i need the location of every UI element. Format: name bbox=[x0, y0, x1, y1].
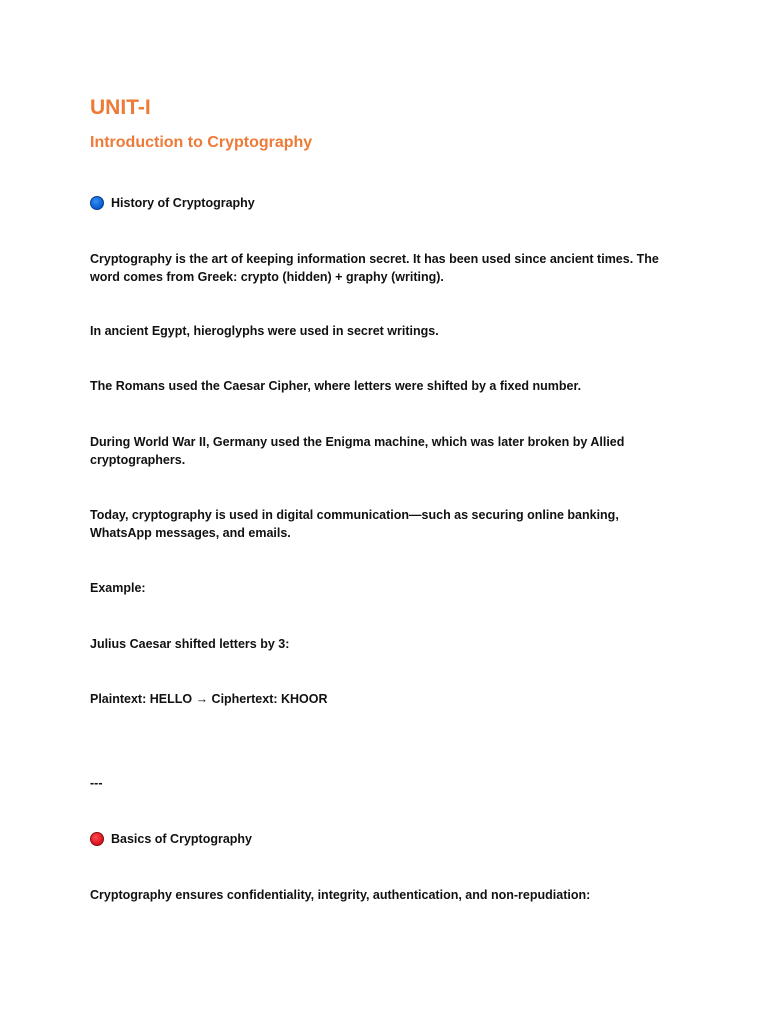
section-heading-history bbox=[90, 195, 680, 211]
unit-title: UNIT-I bbox=[90, 96, 151, 119]
red-circle-icon bbox=[90, 832, 104, 846]
section-separator: --- bbox=[90, 776, 103, 790]
section-heading-basics bbox=[90, 831, 680, 847]
paragraph-plaintext-ciphertext: Plaintext: HELLO → Ciphertext: KHOOR bbox=[90, 692, 328, 706]
paragraph-cryptography-definition: Cryptography is the art of keeping information secret. It has been used since ancient times. The word comes from Greek: crypto (hidden) + graphy (writing). bbox=[90, 252, 659, 284]
paragraph-romans: The Romans used the Caesar Cipher, where letters were shifted by a fixed number. bbox=[90, 379, 582, 393]
example-label: Example: bbox=[90, 581, 146, 595]
paragraph-caesar-shift: Julius Caesar shifted letters by 3: bbox=[90, 637, 290, 651]
paragraph-basics-intro: Cryptography ensures confidentiality, integrity, authentication, and non-repudiation: bbox=[90, 888, 591, 902]
blue-circle-icon bbox=[90, 196, 104, 210]
paragraph-today: Today, cryptography is used in digital communication—such as securing online banking, WhatsApp messages, and emails. bbox=[90, 508, 619, 540]
section-heading-history-text: History of Cryptography bbox=[111, 196, 255, 210]
paragraph-enigma: During World War II, Germany used the Enigma machine, which was later broken by Allied cryptographers. bbox=[90, 435, 625, 467]
section-heading-basics-text: Basics of Cryptography bbox=[111, 832, 253, 846]
document-subtitle: Introduction to Cryptography bbox=[90, 134, 313, 151]
paragraph-egypt: In ancient Egypt, hieroglyphs were used in secret writings. bbox=[90, 324, 439, 338]
